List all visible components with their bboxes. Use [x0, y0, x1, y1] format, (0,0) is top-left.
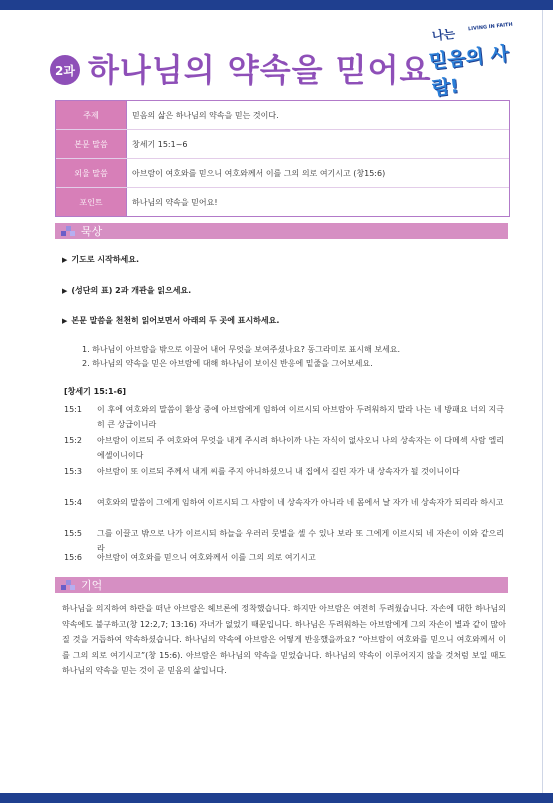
section-header-meditation — [55, 223, 508, 239]
step-item — [62, 315, 279, 326]
verse-row — [64, 433, 504, 463]
info-value: 믿음의 삶은 하나님의 약속을 믿는 것이다. — [132, 110, 279, 120]
verse-row — [64, 495, 504, 525]
logo-line-2: LIVING IN FAITH — [467, 21, 513, 33]
verse-text: 그를 이끌고 밖으로 나가 이르시되 하늘을 우러러 뭇별을 셀 수 있나 보라 또 그에게 이르시되 네 자손이 이와 같으리라 — [97, 529, 504, 553]
lesson-number-badge: 2과 — [50, 55, 80, 85]
step-item — [62, 254, 139, 265]
step-text: 본문 말씀을 천천히 읽어보면서 아래의 두 곳에 표시하세요. — [71, 316, 280, 325]
step-text: 기도로 시작하세요. — [71, 255, 140, 264]
bottom-border-bar — [0, 793, 553, 803]
section-square-icon — [61, 226, 75, 236]
info-label: 주제 — [56, 101, 127, 129]
info-row-point — [56, 188, 509, 216]
verse-text: 아브람이 이르되 주 여호와여 무엇을 내게 주시려 하나이까 나는 자식이 없사오니 나의 상속자는 이 다메섹 사람 엘리에셀이니이다 — [97, 436, 504, 460]
verse-text: 이 후에 여호와의 말씀이 환상 중에 아브람에게 임하여 이르시되 아브람아 두려워하지 말라 나는 네 방패요 너의 지극히 큰 상급이니라 — [97, 405, 504, 429]
info-label: 본문 말씀 — [56, 130, 127, 158]
logo-line-3: 믿음의 사람! — [427, 42, 510, 100]
verse-number: 15:4 — [64, 498, 82, 507]
memory-paragraph: 하나님을 의지하여 하란을 떠난 아브람은 헤브론에 정착했습니다. 하지만 아브람은 여전히 두려웠습니다. 자손에 대한 하나님의 약속에도 불구하고(창 12:2,7; 13:16) 자녀가 없었기 때문입니다. 하나님은 두려워하는 아브람에게 그의 자손이 별과 같이 많아질 것을 거듭하여 약속하셨습니다. 하나님의 약속에 아브람은 어떻게 반응했을까요? “아브람이 여호와를 믿으니 여호와께서 이를 그의 의로 여기시고”(창 15:6). 아브람은 하나님의 약속을 믿었습니다. 하나님의 약속이 이루어지지 않을 것처럼 보일 때도 하나님의 약속을 믿는 것이 곧 믿음의 삶입니다. — [62, 604, 506, 675]
triangle-bullet-icon: ▶ — [62, 317, 68, 325]
section-square-icon — [61, 580, 75, 590]
section-header-memory — [55, 577, 508, 593]
info-value: 아브람이 여호와를 믿으니 여호와께서 이를 그의 의로 여기시고 (창15:6) — [132, 168, 386, 178]
info-value: 창세기 15:1~6 — [132, 139, 188, 149]
page-title: 하나님의 약속을 믿어요 — [88, 51, 432, 89]
question-item: 1. 하나님이 아브람을 밖으로 이끌어 내어 무엇을 보여주셨나요? 동그라미로 표시해 보세요. — [82, 345, 401, 354]
info-label: 외울 말씀 — [56, 159, 127, 187]
info-value: 하나님의 약속을 믿어요! — [132, 197, 218, 207]
verse-number: 15:3 — [64, 467, 82, 476]
passage-title: [창세기 15:1-6] — [64, 387, 127, 396]
triangle-bullet-icon: ▶ — [62, 287, 68, 295]
step-item — [62, 285, 191, 296]
verse-text: 아브람이 여호와를 믿으니 여호와께서 이를 그의 의로 여기시고 — [97, 553, 316, 562]
section-title: 기억 — [81, 579, 103, 592]
brand-logo — [427, 20, 526, 100]
verse-number: 15:2 — [64, 436, 82, 445]
verse-text: 아브람이 또 이르되 주께서 내게 씨를 주지 아니하셨으니 내 집에서 길린 자가 내 상속자가 될 것이니이다 — [97, 467, 460, 476]
verse-row — [64, 550, 504, 566]
info-row-passage — [56, 130, 509, 159]
verse-row — [64, 402, 504, 432]
right-divider — [542, 10, 543, 793]
triangle-bullet-icon: ▶ — [62, 256, 68, 264]
question-list — [82, 343, 400, 371]
info-row-theme — [56, 101, 509, 130]
step-text: (성단의 표) 2과 개관을 읽으세요. — [71, 286, 192, 295]
question-item: 2. 하나님의 약속을 믿은 아브람에 대해 하나님이 보이신 반응에 밑줄을 그어보세요. — [82, 359, 373, 368]
verse-number: 15:6 — [64, 553, 82, 562]
verse-text: 여호와의 말씀이 그에게 임하여 이르시되 그 사람이 네 상속자가 아니라 네 몸에서 날 자가 네 상속자가 되리라 하시고 — [97, 498, 504, 507]
lesson-info-table — [55, 100, 510, 217]
verse-row — [64, 464, 504, 494]
info-label: 포인트 — [56, 188, 127, 216]
verse-number: 15:5 — [64, 529, 82, 538]
section-title: 묵상 — [81, 225, 103, 238]
logo-line-1: 나는 — [431, 26, 456, 44]
top-border-bar — [0, 0, 553, 10]
info-row-memory-verse — [56, 159, 509, 188]
verse-number: 15:1 — [64, 405, 82, 414]
